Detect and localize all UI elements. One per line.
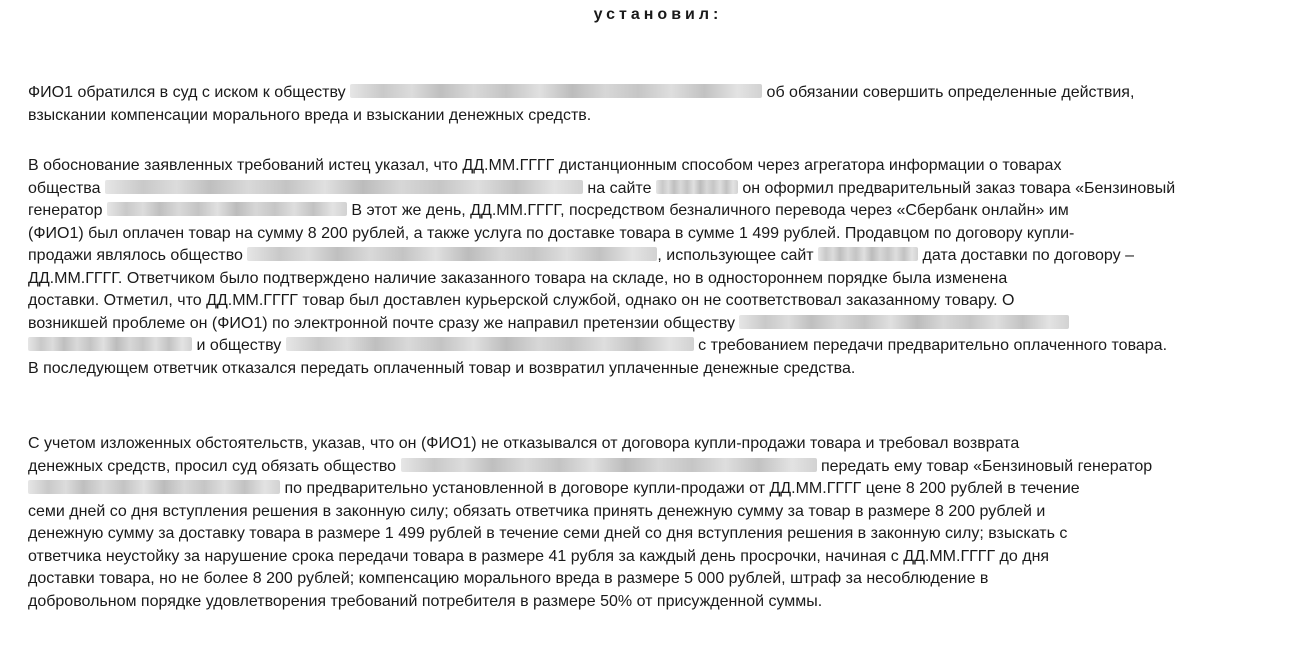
paragraph-2 <box>28 155 1296 380</box>
text-line: (ФИО1) был оплачен товар на сумму 8 200 рублей, а также услуга по доставке товара в сумме 1 499 рублей. Продавцом по договору купли- <box>28 224 1075 242</box>
redacted-block <box>28 337 192 351</box>
text-fragment: с требованием передачи предварительно оплаченного товара. <box>698 337 1168 354</box>
text-fragment: и обществу <box>196 337 282 354</box>
paragraph-1 <box>28 82 1296 127</box>
text-fragment: об обязании совершить определенные действия, <box>766 84 1135 101</box>
text-line: С учетом изложенных обстоятельств, указав, что он (ФИО1) не отказывался от договора купли-продажи товара и требовал возврата <box>28 435 1020 452</box>
text-line: ответчика неустойку за нарушение срока передачи товара в размере 41 рубля за каждый день просрочки, начиная с ДД.ММ.ГГГГ до дня <box>28 547 1050 565</box>
redacted-block <box>247 247 657 261</box>
text-fragment: продажи являлось общество <box>28 247 243 264</box>
text-line <box>28 313 1296 336</box>
redacted-block <box>401 458 817 472</box>
text-fragment: генератор <box>28 202 103 219</box>
text-line <box>28 200 1296 223</box>
text-line <box>28 335 1296 358</box>
text-fragment: передать ему товар «Бензиновый генератор <box>820 457 1153 475</box>
paragraph-3 <box>28 433 1296 613</box>
text-fragment: денежных средств, просил суд обязать общество <box>28 457 397 475</box>
text-line <box>28 478 1296 501</box>
text-line: В обоснование заявленных требований истец указал, что ДД.ММ.ГГГГ дистанционным способом через агрегатора информации о товарах <box>28 157 1062 174</box>
redacted-block <box>105 180 583 194</box>
redacted-block <box>656 180 738 194</box>
text-fragment: на сайте <box>587 179 652 197</box>
text-line: ДД.ММ.ГГГГ. Ответчиком было подтверждено наличие заказанного товара на складе, но в одностороннем порядке была изменена <box>28 269 1008 287</box>
text-fragment: общества <box>28 179 101 197</box>
redacted-block <box>286 337 694 351</box>
text-line: добровольном порядке удовлетворения требований потребителя в размере 50% от присужденной суммы. <box>28 592 823 610</box>
text-line <box>28 82 1296 105</box>
text-fragment: по предварительно установленной в договоре купли-продажи от ДД.ММ.ГГГГ цене 8 200 рублей в течение <box>284 480 1080 497</box>
section-heading: установил: <box>593 6 723 23</box>
text-fragment: возникшей проблеме он (ФИО1) по электронной почте сразу же направил претензии обществу <box>28 314 735 332</box>
redacted-block <box>350 84 762 98</box>
text-fragment: , использующее сайт <box>657 247 814 264</box>
redacted-block <box>818 247 918 261</box>
text-line: доставки. Отметил, что ДД.ММ.ГГГГ товар был доставлен курьерской службой, однако он не соответствовал заказанному товару. О <box>28 292 1015 309</box>
text-line <box>28 456 1296 479</box>
text-line: денежную сумму за доставку товара в размере 1 499 рублей в течение семи дней со дня вступления решения в законную силу; взыскать с <box>28 525 1068 542</box>
text-line: взыскании компенсации морального вреда и взыскании денежных средств. <box>28 106 592 124</box>
text-line: В последующем ответчик отказался передать оплаченный товар и возвратил уплаченные денежные средства. <box>28 359 856 377</box>
text-fragment: дата доставки по договору – <box>922 247 1134 264</box>
text-fragment: В этот же день, ДД.ММ.ГГГГ, посредством безналичного перевода через «Сбербанк онлайн» им <box>351 202 1069 219</box>
text-line <box>28 178 1296 201</box>
text-fragment: ФИО1 обратился в суд с иском к обществу <box>28 84 346 101</box>
redacted-block <box>739 315 1069 329</box>
text-line <box>28 245 1296 268</box>
redacted-block <box>28 480 280 494</box>
text-line: семи дней со дня вступления решения в законную силу; обязать ответчика принять денежную сумму за товар в размере 8 200 рублей и <box>28 502 1046 520</box>
redacted-block <box>107 202 347 216</box>
text-fragment: он оформил предварительный заказ товара «Бензиновый <box>742 179 1176 197</box>
text-line: доставки товара, но не более 8 200 рублей; компенсацию морального вреда в размере 5 000 рублей, штраф за несоблюдение в <box>28 570 989 587</box>
